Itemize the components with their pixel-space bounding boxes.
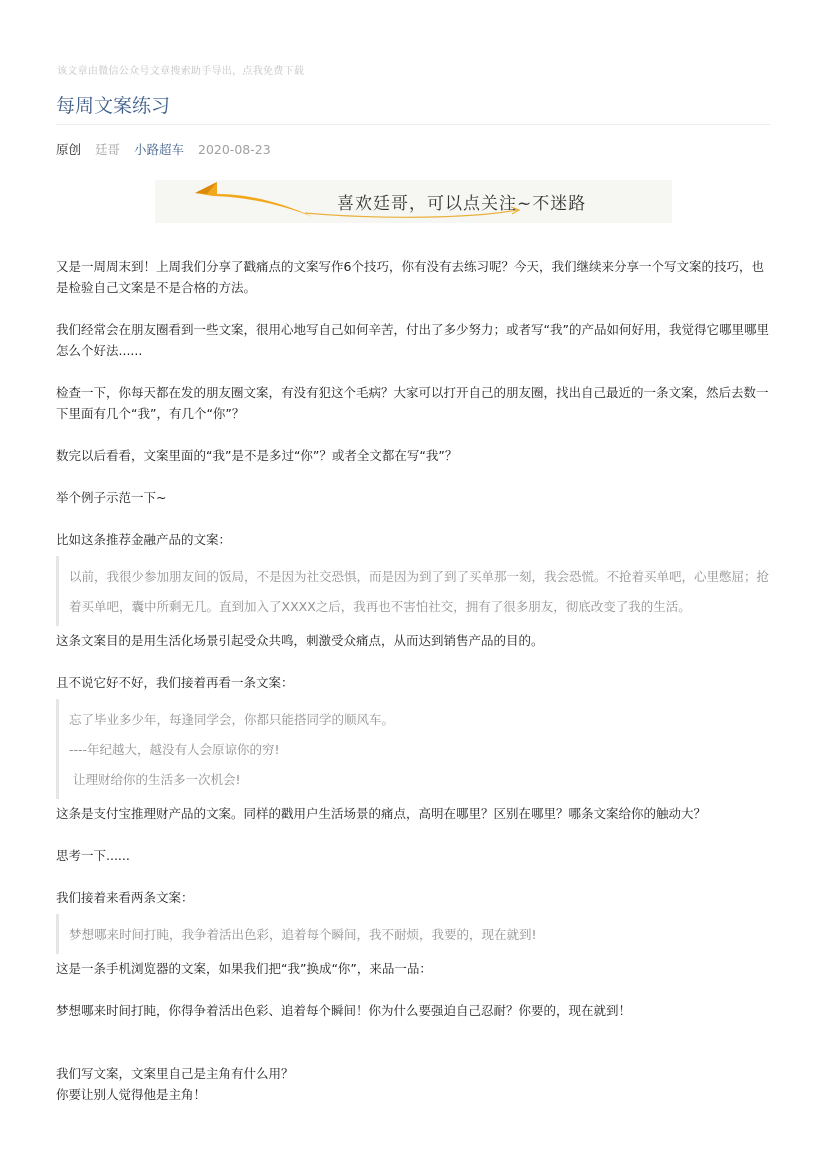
quote-line: 忘了毕业多少年，每逢同学会，你都只能搭同学的顺风车。 <box>69 712 395 727</box>
quote-line: ----年纪越大，越没有人会原谅你的穷! <box>69 742 280 757</box>
publish-date: 2020-08-23 <box>198 142 271 157</box>
export-note-link[interactable]: 该文章由微信公众号文章搜索助手导出，点我免费下载 <box>57 66 305 77</box>
article-meta <box>56 140 281 158</box>
quote-line: 梦想哪来时间打盹，我争着活出色彩，追着每个瞬间，我不耐烦，我要的，现在就到! <box>69 927 537 942</box>
original-badge: 原创 <box>56 142 82 157</box>
quote-line: 让理财给你的生活多一次机会! <box>69 772 241 787</box>
blockquote-alipay <box>56 699 770 799</box>
paragraph: 思考一下...... <box>56 848 130 863</box>
title-divider <box>56 124 770 125</box>
paragraph: 且不说它好不好，我们接着再看一条文案： <box>56 675 294 690</box>
paragraph: 这是一条手机浏览器的文案，如果我们把“我”换成“你”，来品一品： <box>56 961 432 976</box>
blockquote-finance <box>56 556 770 626</box>
paragraph: 比如这条推荐金融产品的文案： <box>56 532 232 547</box>
paragraph: 我们写文案，文案里自己是主角有什么用？ <box>56 1066 294 1081</box>
paragraph: 举个例子示范一下~ <box>56 490 167 505</box>
account-link[interactable]: 小路超车 <box>134 142 185 157</box>
paragraph: 数完以后看看，文案里面的“我”是不是多过“你”？或者全文都在写“我”？ <box>56 448 458 463</box>
paragraph: 你要让别人觉得他是主角！ <box>56 1087 207 1102</box>
banner-text: 喜欢廷哥，可以点关注~不迷路 <box>337 194 587 214</box>
quote-line: 以前，我很少参加朋友间的饭局，不是因为社交恐惧，而是因为到了到了买单那一刻，我会恐慌。不抢着买单吧，心里憋屈；抢着买单吧，囊中所剩无几。直到加入了XXXX之后，我再也不害怕社交，拥有了很多朋友，彻底改变了我的生活。 <box>69 569 770 614</box>
author-name: 廷哥 <box>95 142 121 157</box>
blockquote-browser <box>56 914 770 954</box>
paragraph: 这条是支付宝推理财产品的文案。同样的戳用户生活场景的痛点，高明在哪里？区别在哪里？哪条文案给你的触动大？ <box>56 806 707 821</box>
paragraph: 又是一周周末到！上周我们分享了戳痛点的文案写作6个技巧，你有没有去练习呢？今天，我们继续来分享一个写文案的技巧，也是检验自己文案是不是合格的方法。 <box>56 259 764 295</box>
follow-banner <box>155 180 672 223</box>
paragraph: 梦想哪来时间打盹，你得争着活出色彩、追着每个瞬间！你为什么要强迫自己忍耐？你要的，现在就到！ <box>56 1003 632 1018</box>
paragraph: 检查一下，你每天都在发的朋友圈文案，有没有犯这个毛病？大家可以打开自己的朋友圈，找出自己最近的一条文案，然后去数一下里面有几个“我”，有几个“你”？ <box>56 385 769 421</box>
article-body <box>56 256 770 1105</box>
paragraph: 我们接着来看两条文案： <box>56 890 194 905</box>
article-title: 每周文案练习 <box>56 95 171 117</box>
paragraph: 这条文案目的是用生活化场景引起受众共鸣，刺激受众痛点，从而达到销售产品的目的。 <box>56 633 544 648</box>
paragraph: 我们经常会在朋友圈看到一些文案，很用心地写自己如何辛苦，付出了多少努力；或者写“我”的产品如何好用，我觉得它哪里哪里怎么个好法...... <box>56 322 769 358</box>
